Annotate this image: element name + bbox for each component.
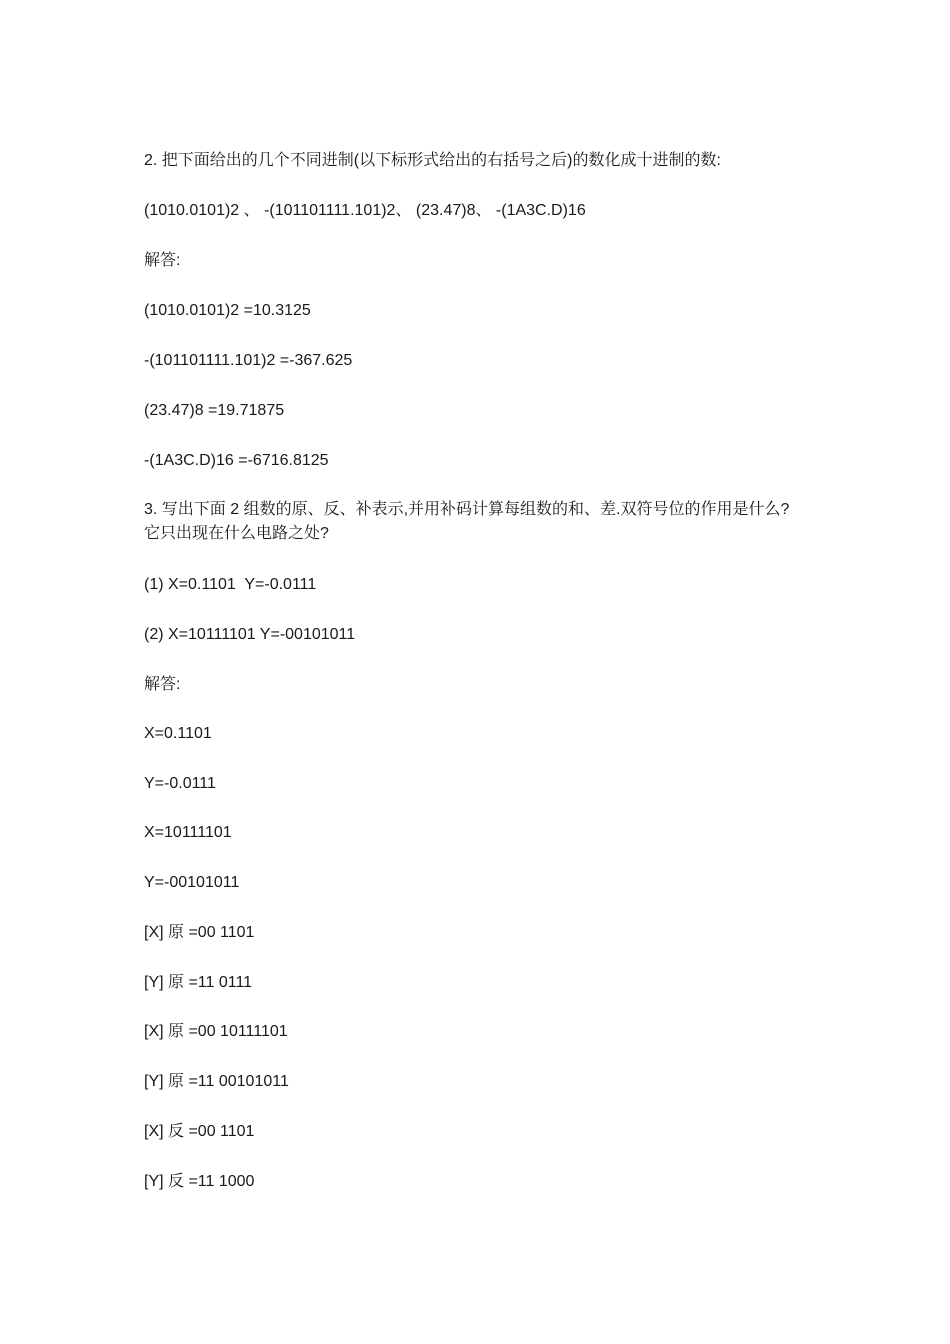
q3-answer-line: [Y] 原 =11 0111 (144, 974, 253, 991)
q3-question-line: 3. 写出下面 2 组数的原、反、补表示,并用补码计算每组数的和、差.双符号位的作用是什么? (144, 501, 790, 518)
q2-answer-line: (23.47)8 =19.71875 (144, 402, 285, 419)
q3-group-1: (1) X=0.1101 Y=-0.0111 (144, 576, 317, 593)
q2-given-numbers: (1010.0101)2 、 -(101101111.101)2、 (23.47)8、 -(1A3C.D)16 (144, 202, 586, 219)
q3-answer-line: [Y] 反 =11 1000 (144, 1173, 255, 1190)
q3-answer-line: X=10111101 (144, 824, 232, 841)
q3-answer-line: [Y] 原 =11 00101011 (144, 1073, 289, 1090)
q3-answer-line: [X] 反 =00 1101 (144, 1123, 255, 1140)
q2-answer-line: -(1A3C.D)16 =-6716.8125 (144, 452, 329, 469)
q3-answer-line: Y=-0.0111 (144, 775, 216, 792)
q3-question-line: 它只出现在什么电路之处? (144, 525, 329, 542)
q2-answer-line: (1010.0101)2 =10.3125 (144, 302, 311, 319)
q2-question: 2. 把下面给出的几个不同进制(以下标形式给出的右括号之后)的数化成十进制的数: (144, 152, 721, 169)
q3-question (144, 498, 824, 546)
q2-answer-label: 解答: (144, 252, 181, 269)
q3-answer-line: X=0.1101 (144, 725, 212, 742)
q3-answer-line: [X] 原 =00 1101 (144, 924, 255, 941)
q3-answer-label: 解答: (144, 676, 181, 693)
q3-answer-line: Y=-00101011 (144, 874, 240, 891)
q3-answer-line: [X] 原 =00 10111101 (144, 1023, 288, 1040)
q2-answer-line: -(101101111.101)2 =-367.625 (144, 352, 353, 369)
q3-group-2: (2) X=10111101 Y=-00101011 (144, 626, 356, 643)
